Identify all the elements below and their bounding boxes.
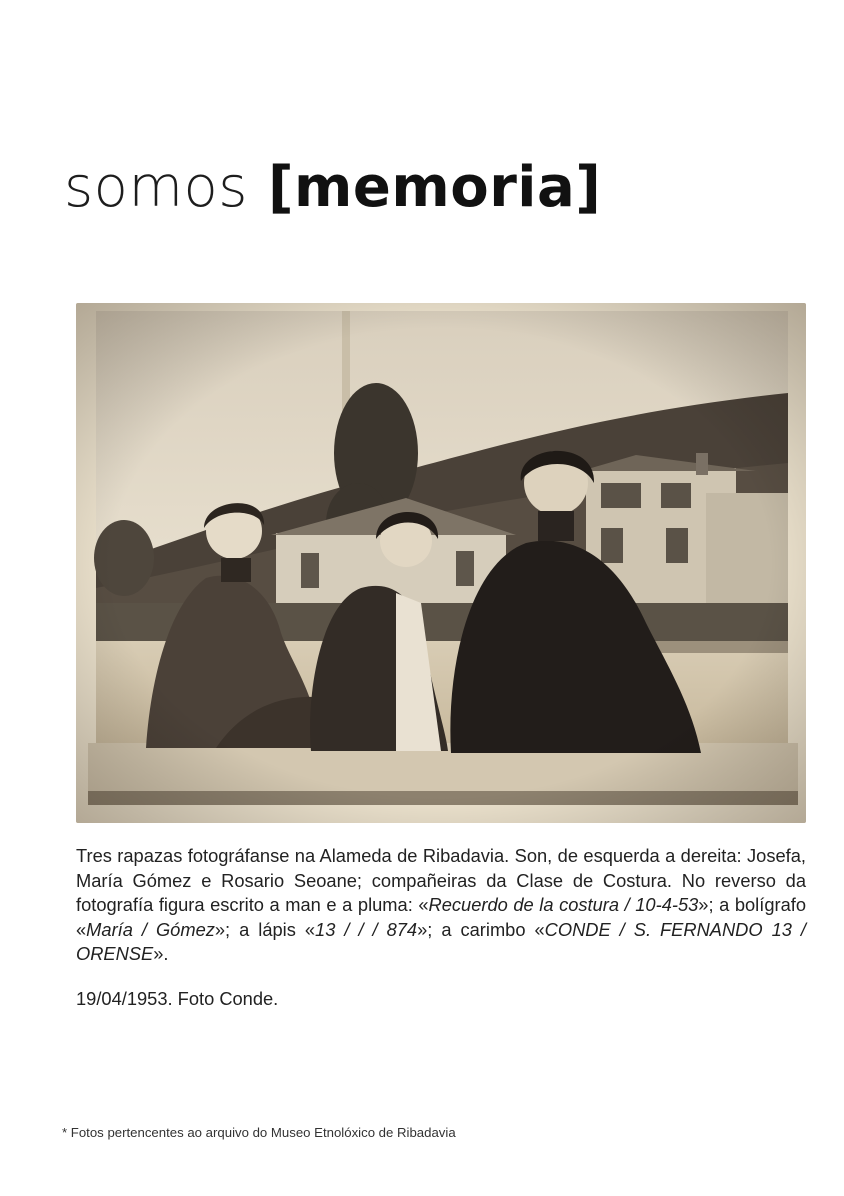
page-title xyxy=(64,148,601,228)
archive-footnote: * Fotos pertencentes ao arquivo do Museo Etnolóxico de Ribadavia xyxy=(62,1125,456,1140)
caption-stamp-inscription: CONDE / S. FERNANDO 13 / ORENSE xyxy=(76,918,806,965)
caption-text-3: »; a lápis « xyxy=(214,918,316,940)
caption-text-5: ». xyxy=(153,943,169,965)
historic-photo xyxy=(76,303,806,823)
photo-date-credit: 19/04/1953. Foto Conde. xyxy=(76,988,279,1009)
title-word-memoria: [memoria] xyxy=(267,155,602,220)
caption-ballpoint-inscription: María / Gómez xyxy=(86,918,215,940)
photo-caption xyxy=(76,844,806,967)
caption-pencil-inscription: 13 / / / 874 xyxy=(315,918,418,940)
title-word-somos: somos xyxy=(64,155,248,220)
caption-text-2: »; a bolígrafo « xyxy=(76,894,806,940)
caption-pen-inscription: Recuerdo de la costura / 10-4-53 xyxy=(428,894,699,916)
caption-text-4: »; a carimbo « xyxy=(417,918,545,940)
caption-text-1: Tres rapazas fotográfanse na Alameda de Ribadavia. Son, de esquerda a dereita: Josefa, María Gómez e Rosario Seoane; compañeiras da Clase de Costura. No reverso da fotografía figura escrito a man e a pluma: « xyxy=(76,845,806,916)
